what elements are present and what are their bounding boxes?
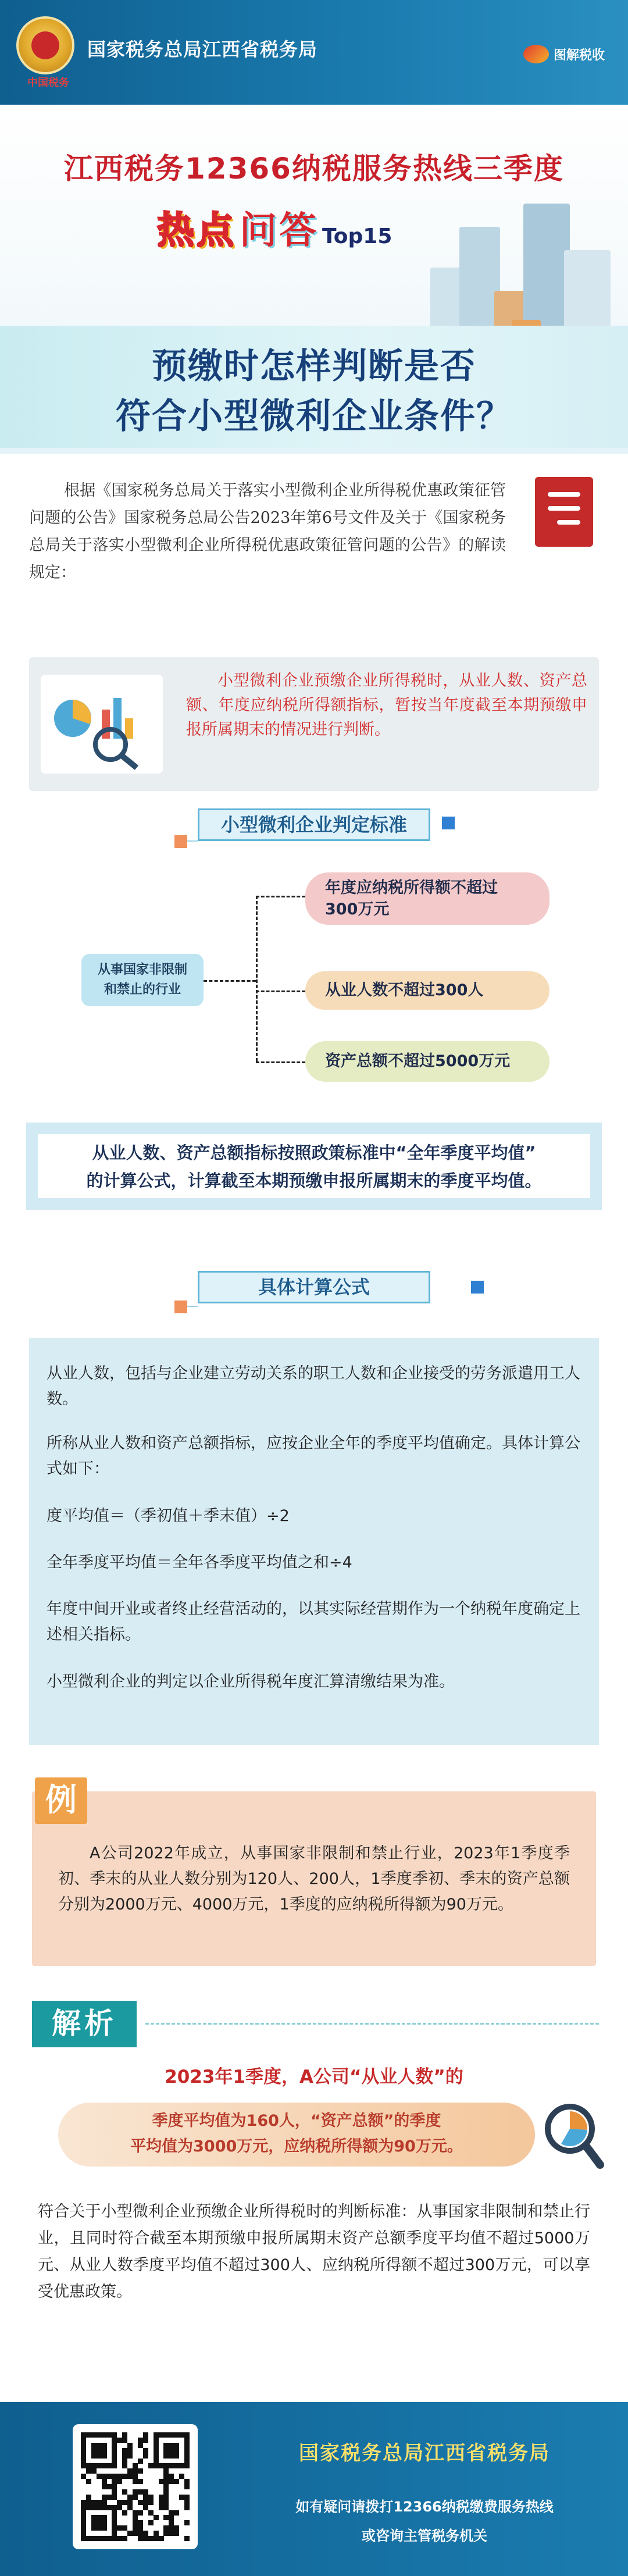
standard-item-1: [305, 872, 550, 925]
question-line-1: 预缴时怎样判断是否: [152, 346, 476, 387]
standards-heading: 小型微利企业判定标准: [198, 808, 430, 841]
example-text: A公司2022年成立，从事国家非限制和禁止行业，2023年1季度季初、季末的从业人数分别为120人、200人，1季度季初、季末的资产总额分别为2000万元、4000万元，1季度的应纳税所得额为90万元。: [58, 1844, 570, 1914]
header-bar: [0, 0, 628, 105]
hot-word-1: 热点: [157, 209, 236, 252]
standard-item-2: 从业人数不超过300人: [305, 971, 550, 1010]
formula-box: [29, 1338, 599, 1745]
analysis-tag: 解析: [32, 2001, 137, 2047]
standard-item-1-line2: 300万元: [325, 900, 390, 918]
document-icon: [529, 477, 593, 553]
analysis-heading: 2023年1季度，A公司“从业人数”的: [165, 2066, 463, 2087]
brand-mark-icon: [523, 45, 549, 63]
analysis-pill-line-2: 平均值为3000万元，应纳税所得额为90万元。: [130, 2137, 463, 2155]
question-line-2: 符合小型微利企业条件？: [116, 396, 512, 437]
standard-item-1-line1: 年度应纳税所得额不超过: [325, 879, 498, 897]
standards-root-node: [81, 954, 204, 1006]
footer-title: 国家税务总局江西省税务局: [299, 2442, 550, 2465]
footer-hotline: 如有疑问请拨打12366纳税缴费服务热线: [295, 2499, 554, 2515]
hot-word-2: 问答: [240, 209, 319, 252]
indicator-line-2: 的计算公式，计算截至本期预缴申报所属期末的季度平均值。: [86, 1171, 542, 1191]
standard-item-3: 资产总额不超过5000万元: [305, 1041, 550, 1082]
magnifier-icon: [541, 2100, 605, 2169]
formula-paragraph-4: 全年季度平均值＝全年各季度平均值之和÷4: [47, 1554, 352, 1572]
formula-paragraph-6: 小型微利企业的判定以企业所得税年度汇算清缴结果为准。: [47, 1673, 455, 1691]
example-tag: 例: [35, 1777, 87, 1824]
root-line-1: 从事国家非限制: [97, 963, 187, 977]
root-line-2: 和禁止的行业: [104, 982, 181, 997]
chart-analysis-icon: [41, 675, 163, 774]
indicator-box: [26, 1123, 602, 1210]
analysis-conclusion: 符合关于小型微利企业预缴企业所得税时的判断标准：从事国家非限制和禁止行业，且同时符合截至本期预缴申报所属期末资产总额季度平均值不超过5000万元、从业人数季度平均值不超过300人、应纳税所得额不超过300万元，可以享受优惠政策。: [38, 2203, 590, 2301]
formula-paragraph-2: 所称从业人数和资产总额指标，应按企业全年的季度平均值确定。具体计算公式如下：: [47, 1434, 580, 1478]
intro-paragraph: 根据《国家税务总局关于落实小型微利企业所得税优惠政策征管问题的公告》国家税务总局公告2023年第6号文件及关于《国家税务总局关于落实小型微利企业所得税优惠政策征管问题的公告》的解读规定：: [29, 482, 506, 582]
footer: [0, 2402, 628, 2576]
highlight-box: [29, 657, 599, 791]
indicator-line-1: 从业人数、资产总额指标按照政策标准中“全年季度平均值”: [92, 1143, 536, 1163]
hero-section: [0, 105, 628, 454]
top-tag: Top15: [322, 225, 392, 248]
analysis-pill-line-1: 季度平均值为160人，“资产总额”的季度: [152, 2112, 441, 2130]
formula-paragraph-5: 年度中间开业或者终止经营活动的，以其实际经营期作为一个纳税年度确定上述相关指标。: [47, 1600, 580, 1644]
formula-paragraph-1: 从业人数，包括与企业建立劳动关系的职工人数和企业接受的劳务派遣用工人数。: [47, 1364, 580, 1408]
footer-consult: 或咨询主管税务机关: [362, 2528, 487, 2544]
example-box: [32, 1791, 596, 1966]
hero-title: 江西税务12366纳税服务热线三季度: [64, 152, 564, 186]
highlight-text: 小型微利企业预缴企业所得税时，从业人数、资产总额、年度应纳税所得额指标，暂按当年度截至本期预缴申报所属期末的情况进行判断。: [186, 672, 587, 739]
tax-emblem-icon: [16, 16, 74, 74]
analysis-summary-pill: [58, 2103, 535, 2167]
question-band: [0, 326, 628, 448]
emblem-caption: 中国税务: [27, 77, 69, 89]
formula-heading: 具体计算公式: [198, 1271, 430, 1303]
brand-logo: [523, 42, 605, 66]
formula-paragraph-3: 度平均值＝（季初值＋季末值）÷2: [47, 1507, 290, 1525]
hot-qa-title: [157, 201, 392, 254]
brand-text: 图解税收: [553, 47, 605, 63]
agency-title: 国家税务总局江西省税务局: [87, 38, 318, 60]
analysis-divider: [145, 2023, 599, 2025]
qr-code[interactable]: [73, 2424, 198, 2549]
